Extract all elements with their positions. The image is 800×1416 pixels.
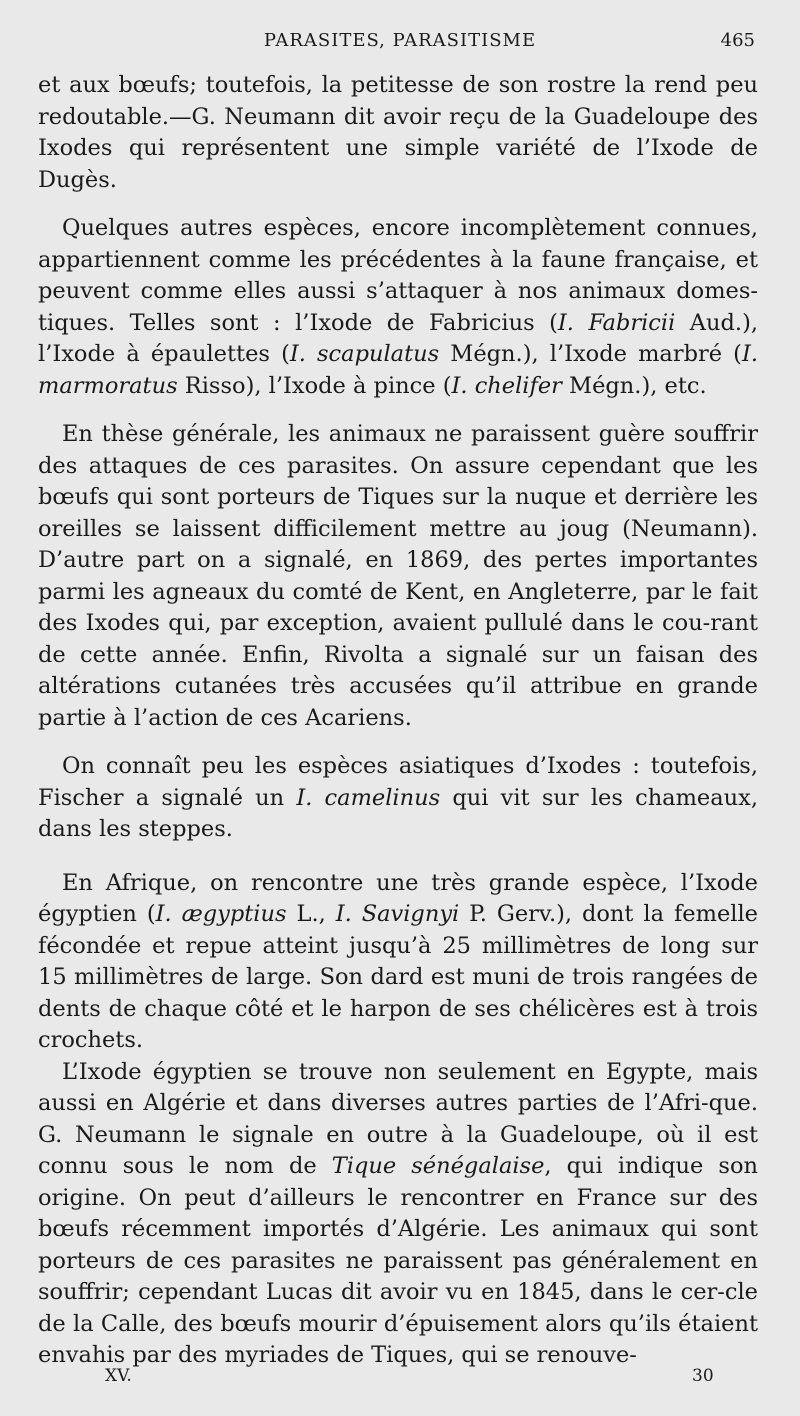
paragraph-continued: et aux bœufs; toutefois, la petitesse de son rostre la rend peu redoutable.—G. Neumann dit avoir reçu de la Guadeloupe des Ixodes qui représentent une simple variété de l’Ixode de Dugès. — [38, 72, 758, 193]
species-name: I. chelifer — [451, 372, 562, 399]
paragraph-asian-species: On connaît peu les espèces asiatiques d’Ixodes : toutefois, Fischer a signalé un I. camelinus qui vit sur les chameaux, dans les steppes. — [38, 753, 758, 842]
species-name: I. scapulatus — [289, 341, 440, 367]
species-name: I. Savignyi — [335, 901, 460, 927]
paragraph-general-thesis: En thèse générale, les animaux ne paraissent guère souffrir des attaques de ces parasites. On assure cependant que les bœufs qui sont porteurs de Tiques sur la nuque et derrière les oreilles se laissent difficilement mettre au joug (Neumann). D’autre part on a signalé, en 1869, des pertes importantes parmi les agneaux du comté de Kent, en Angleterre, par le fait des Ixodes qui, par exception, avaient pullulé dans le cou-rant de cette année. Enfin, Rivolta a signalé sur un faisan des altérations cutanées très accusées qu’il attribue en grande partie à l’action de ces Acariens. — [38, 421, 758, 731]
species-name: I. marmoratus — [38, 341, 759, 399]
paragraph-africa: En Afrique, on rencontre une très grande espèce, l’Ixode égyptien (I. ægyptius L., I. Savignyi P. Gerv.), dont la femelle fécondée et repue atteint jusqu’à 25 millimètres de long sur 15 millimètres de large. Son dard est muni de trois rangées de dents de chaque côté et le harpon de ses chélicères est à trois crochets. — [38, 869, 758, 1053]
running-title: PARASITES, PARASITISME — [263, 30, 537, 51]
common-name: Tique sénégalaise — [331, 1153, 545, 1179]
species-name: I. Fabricii — [557, 309, 676, 336]
paragraph-other-species: Quelques autres espèces, encore incomplètement connues, appartiennent comme les précédentes à la faune française, et peuvent comme elles aussi s’attaquer à nos animaux domes-tiques. Telles sont : l’Ixode de Fabricius (I. Fabricii Aud.), l’Ixode à épaulettes (I. scapulatus Mégn.), l’Ixode marbré (I. marmoratus Risso), l’Ixode à pince (I. chelifer Mégn.), etc. — [38, 215, 759, 399]
page-number: 465 — [720, 30, 755, 51]
page-header — [0, 30, 800, 62]
sheet-number: 30 — [692, 1366, 714, 1386]
species-name: I. ægyptius — [155, 901, 287, 927]
paragraph-egyptian-ixode: L’Ixode égyptien se trouve non seulement en Egypte, mais aussi en Algérie et dans diverses autres parties de l’Afri-que. G. Neumann le signale en outre à la Guadeloupe, où il est connu sous le nom de Tique sénégalaise, qui indique son origine. On peut d’ailleurs le rencontrer en France sur des bœufs récemment importés d’Algérie. Les animaux qui sont porteurs de ces parasites ne paraissent pas généralement en souffrir; cependant Lucas dit avoir vu en 1845, dans le cer-cle de la Calle, des bœufs mourir d’épuisement alors qu’ils étaient envahis par des myriades de Tiques, qui se renouve- — [38, 1058, 758, 1368]
species-name: I. camelinus — [296, 784, 441, 811]
page-footer — [0, 1366, 800, 1392]
body-text — [38, 70, 758, 1372]
signature-mark: XV. — [105, 1366, 132, 1386]
